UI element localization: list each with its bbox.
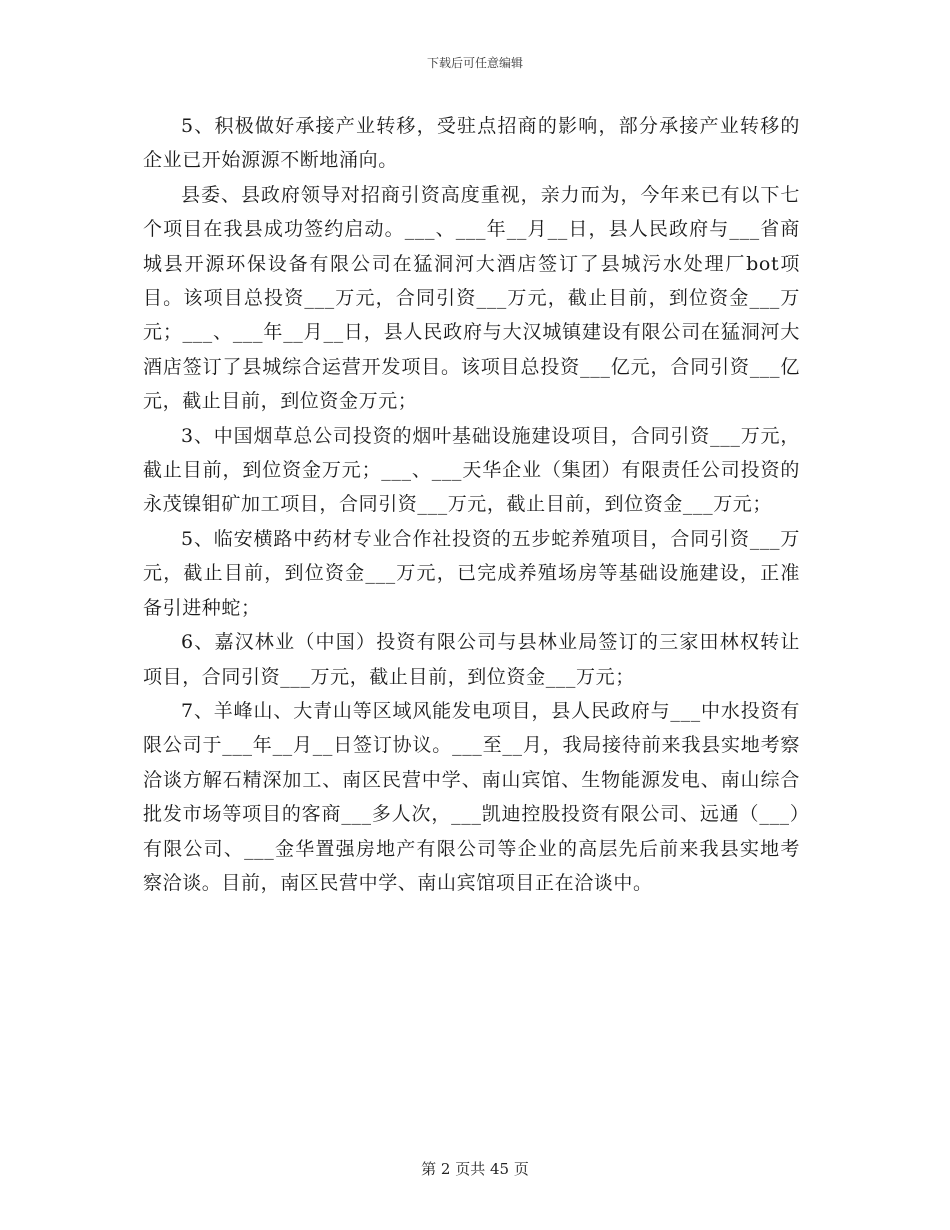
paragraph: 7、羊峰山、大青山等区域风能发电项目，县人民政府与___中水投资有限公司于___年__月__日签订协议。___至__月，我局接待前来我县实地考察洽谈方解石精深加工、南区民营中学、南山宾馆、生物能源发电、南山综合批发市场等项目的客商___多人次，___凯迪控股投资有限公司、远通（___）有限公司、___金华置强房地产有限公司等企业的高层先后前来我县实地考察洽谈。目前，南区民营中学、南山宾馆项目正在洽谈中。 [143,699,800,894]
paragraph: 5、临安横路中药材专业合作社投资的五步蛇养殖项目，合同引资___万元，截止目前，到位资金___万元，已完成养殖场房等基础设施建设，正准备引进种蛇； [143,527,800,619]
paragraph: 3、中国烟草总公司投资的烟叶基础设施建设项目，合同引资___万元，截止目前，到位资金万元；___、___天华企业（集团）有限责任公司投资的永茂镍钼矿加工项目，合同引资___万元，截止目前，到位资金___万元； [143,424,800,516]
document-body [143,109,800,900]
paragraph: 5、积极做好承接产业转移，受驻点招商的影响，部分承接产业转移的企业已开始源源不断地涌向。 [143,115,800,172]
paragraph: 6、嘉汉林业（中国）投资有限公司与县林业局签订的三家田林权转让项目，合同引资___万元，截止目前，到位资金___万元； [143,631,800,688]
page-number-footer: 第 2 页共 45 页 [421,1160,529,1178]
page-header: 下载后可任意编辑 [426,56,523,70]
paragraph: 县委、县政府领导对招商引资高度重视，亲力而为，今年来已有以下七个项目在我县成功签约启动。___、___年__月__日，县人民政府与___省商城县开源环保设备有限公司在猛洞河大酒店签订了县城污水处理厂bot项目。该项目总投资___万元，合同引资___万元，截止目前，到位资金___万元；___、___年__月__日，县人民政府与大汉城镇建设有限公司在猛洞河大酒店签订了县城综合运营开发项目。该项目总投资___亿元，合同引资___亿元，截止目前，到位资金万元； [143,183,800,413]
